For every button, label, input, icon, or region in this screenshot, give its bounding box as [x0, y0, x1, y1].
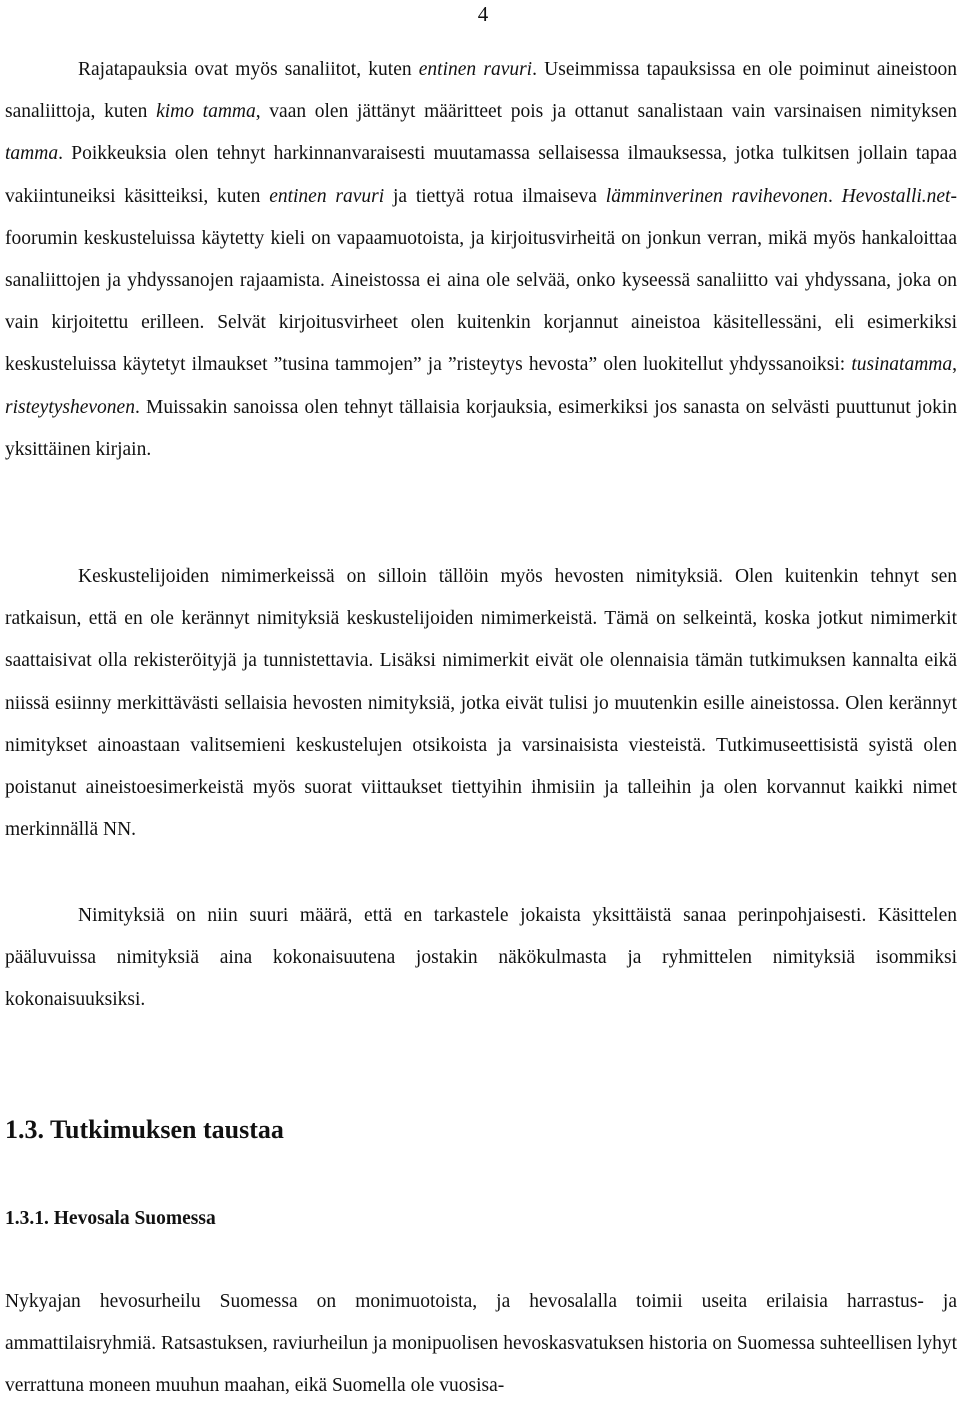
text-run: . Poikkeuksia olen tehnyt harkinnanvaraisesti muutamassa sellaisessa ilmauksessa, jotka tulkitsen jollain tapaa vakiintuneiksi käsitteiksi, kuten: [5, 143, 957, 207]
page-number: 4: [477, 2, 489, 26]
italic-term: entinen ravuri: [269, 185, 385, 207]
paragraph-3: Nimityksiä on niin suuri määrä, että en tarkastele jokaista yksittäistä sanaa perinpohjaisesti. Käsittelen pääluvuissa nimityksiä aina kokonaisuutena jostakin näkökulmasta ja ryhmittelen nimityksiä isommiksi kokonaisuuksiksi.: [5, 905, 957, 1011]
text-run: -foorumin keskusteluissa käytetty kieli on vapaamuotoista, ja kirjoitusvirheitä on jonkun verran, mikä myös hankaloittaa sanaliittojen ja yhdyssanojen rajaamista. Aineistossa ei aina ole selvää, onko kyseessä sanaliitto vai yhdyssana, joka on vain kirjoitettu erilleen. Selvät kirjoitusvirheet olen kuitenkin korjannut aineistoa käsitellessäni, eli esimerkiksi keskusteluissa käytetyt ilmaukset ”tusina tammojen” ja ”risteytys hevosta” olen luokitellut yhdyssanoiksi:: [5, 185, 957, 376]
italic-term: entinen ravuri: [418, 59, 533, 80]
text-run: . Muissakin sanoissa olen tehnyt tällaisia korjauksia, esimerkiksi jos sanasta on selvästi puuttunut jokin yksittäinen kirjain.: [5, 396, 957, 460]
italic-term: tusinatamma: [851, 354, 953, 376]
text-run: .: [827, 185, 842, 207]
text-run: ,: [952, 354, 957, 376]
paragraph-1: [5, 49, 957, 471]
text-run: ja tiettyä rotua ilmaiseva: [384, 185, 606, 207]
subsection-heading: 1.3.1. Hevosala Suomessa: [5, 1208, 216, 1229]
paragraph-4: Nykyajan hevosurheilu Suomessa on monimuotoista, ja hevosalalla toimii useita erilaisia harrastus- ja ammattilaisryhmiä. Ratsastuksen, raviurheilun ja monipuolisen hevoskasvatuksen historia on Suomessa suhteellisen lyhyt verrattuna moneen muuhun maahan, eikä Suomella ole vuosisa-: [5, 1291, 957, 1397]
italic-term: tamma: [5, 143, 59, 165]
text-run: . Useimmissa tapauksissa en ole poiminut aineistoon sanaliittoja, kuten: [5, 59, 957, 123]
italic-term: lämminverinen ravihevonen: [605, 185, 828, 207]
italic-term: Hevostalli.net: [841, 185, 951, 207]
section-heading: 1.3. Tutkimuksen taustaa: [5, 1115, 284, 1144]
italic-term: kimo tamma: [156, 101, 256, 123]
paragraph-2: Keskustelijoiden nimimerkeissä on silloin tällöin myös hevosten nimityksiä. Olen kuitenkin tehnyt sen ratkaisun, että en ole kerännyt nimityksiä keskustelijoiden nimimerkeistä. Tämä on selkeintä, koska jotkut nimimerkit saattaisivat olla rekisteröityjä ja tunnistettavia. Lisäksi nimimerkit eivät ole olennaisia tämän tutkimuksen kannalta eikä niissä esiinny merkittävästi sellaisia hevosten nimityksiä, jotka eivät tulisi jo muutenkin esille aineistossa. Olen kerännyt nimitykset ainoastaan valitsemieni keskustelujen otsikoista ja varsinaisista viesteistä. Tutkimuseettisistä syistä olen poistanut aineistoesimerkeistä myös suorat viittaukset tiettyihin ihmisiin ja talleihin ja olen korvannut kaikki nimet merkinnällä NN.: [5, 566, 957, 841]
text-run: Rajatapauksia ovat myös sanaliitot, kuten: [78, 59, 419, 80]
text-run: , vaan olen jättänyt määritteet pois ja ottanut sanalistaan vain varsinaisen nimityksen: [255, 101, 957, 123]
italic-term: risteytyshevonen: [5, 396, 135, 418]
